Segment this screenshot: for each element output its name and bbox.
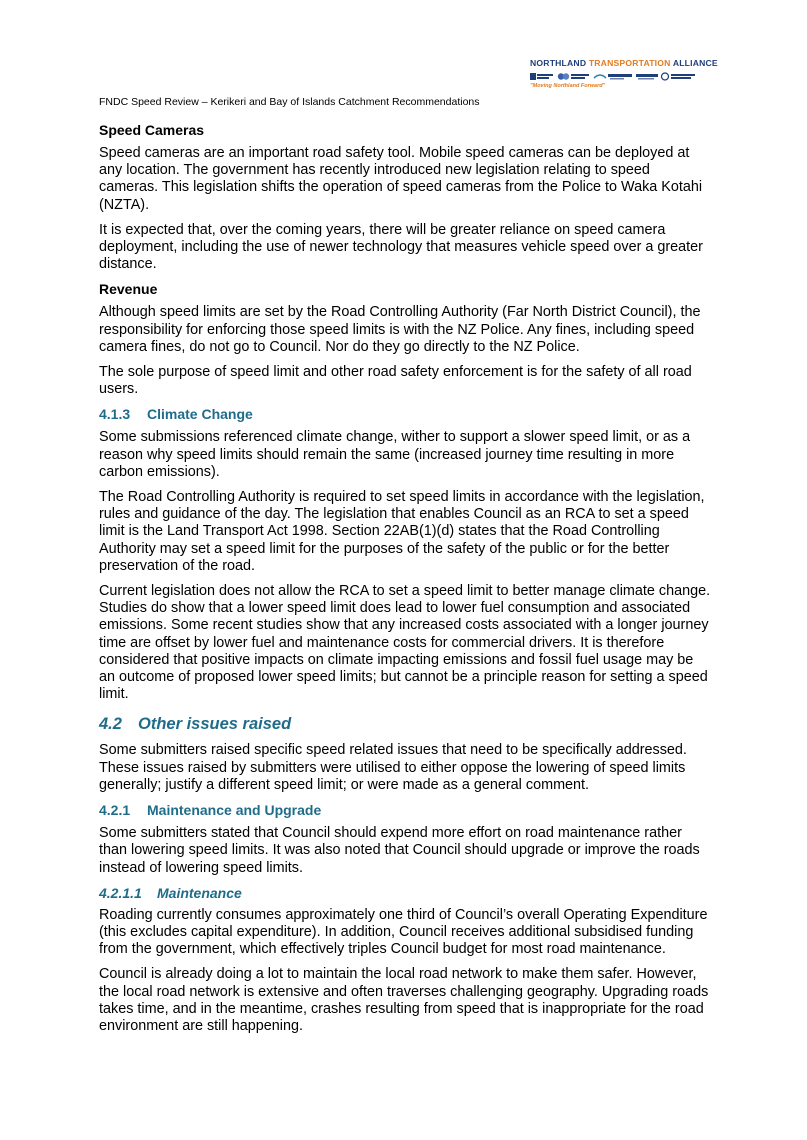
climate-paragraph-1: Some submissions referenced climate change, wither to support a slower speed limit, or as a reason why speed limits should remain the same (increased journey time resulting in more carbon emissions). [99, 429, 691, 480]
maintenance-heading [99, 885, 711, 902]
running-header: FNDC Speed Review – Kerikeri and Bay of Islands Catchment Recommendations [99, 96, 480, 108]
section-title: Maintenance and Upgrade [147, 802, 322, 819]
logo-tagline: "Moving Northland Forward" [530, 83, 606, 89]
other-issues-paragraph-1: Some submitters raised specific speed related issues that need to be specifically addressed. These issues raised by submitters were utilised to either oppose the lowering of speed limits generally; justify a different speed limit; or were made as a general comment. [99, 742, 687, 793]
revenue-heading: Revenue [99, 281, 158, 298]
climate-change-heading [99, 406, 711, 423]
section-number: 4.2.1.1 [99, 884, 142, 901]
speed-cameras-heading: Speed Cameras [99, 122, 205, 138]
section-number: 4.2.1 [99, 802, 131, 819]
maintenance-paragraph-2: Council is already doing a lot to maintain the local road network to make them safer. However, the local road network is extensive and often traverses challenging geography. Upgrading roads takes time, and in the meantime, crashes resulting from speed that is inappropriate for the road environment are still happening. [99, 966, 709, 1034]
logo-title-part2: TRANSPORTATION [588, 58, 671, 68]
logo-title-part3: ALLIANCE [670, 58, 718, 68]
revenue-paragraph-2: The sole purpose of speed limit and other road safety enforcement is for the safety of all road users. [99, 364, 692, 398]
other-issues-heading [99, 715, 711, 734]
logo-title-part1: NORTHLAND [530, 58, 589, 68]
speed-cameras-paragraph-2: It is expected that, over the coming years, there will be greater reliance on speed camera deployment, including the use of newer technology that measures vehicle speed over a greater distance. [99, 221, 703, 273]
section-number: 4.2 [99, 715, 122, 734]
document-body [99, 122, 711, 1043]
speed-cameras-paragraph-1: Speed cameras are an important road safety tool. Mobile speed cameras can be deployed at any location. The government has recently introduced new legislation relating to speed cameras. This legislation shifts the operation of speed cameras from the Police to Waka Kotahi (NZTA). [99, 145, 703, 213]
northland-transportation-alliance-logo [528, 58, 718, 94]
climate-paragraph-2: The Road Controlling Authority is required to set speed limits in accordance with the legislation, rules and guidance of the day. The legislation that enables Council as an RCA to set a speed limit is the Land Transport Act 1998. Section 22AB(1)(d) states that the Road Controlling Authority may set a speed limit for the purposes of the safety of the public or for the better preservation of the road. [99, 489, 705, 574]
climate-paragraph-3: Current legislation does not allow the RCA to set a speed limit to better manage climate change. Studies do show that a lower speed limit does lead to lower fuel consumption and associated emissions. Some recent studies show that any increased costs associated with a longer journey time are offset by lower fuel and maintenance costs for commercial drivers. It is therefore considered that positive impacts on climate impacting emissions and fossil fuel usage may be an outcome of proposed lower speed limits; but cannot be a principle reason for setting a speed limit. [99, 583, 711, 703]
section-title: Maintenance [157, 884, 242, 901]
revenue-paragraph-1: Although speed limits are set by the Road Controlling Authority (Far North District Council), the responsibility for enforcing those speed limits is with the NZ Police. Any fines, including speed camera fines, do not go to Council. Nor do they go directly to the NZ Police. [99, 304, 701, 355]
section-title: Other issues raised [138, 715, 292, 734]
logo-title [530, 58, 718, 68]
maintenance-paragraph-1: Roading currently consumes approximately one third of Council’s overall Operating Expenditure (this excludes capital expenditure). In addition, Council receives additional subsidised funding from the government, which effectively triples Council budget for most road maintenance. [99, 906, 708, 958]
partner-logos-icon [530, 72, 702, 81]
maintenance-upgrade-paragraph-1: Some submitters stated that Council should expend more effort on road maintenance rather than lowering speed limits. It was also noted that Council should upgrade or improve the roads instead of lowering speed limits. [99, 825, 700, 876]
maintenance-upgrade-heading [99, 802, 711, 819]
section-number: 4.1.3 [99, 406, 131, 423]
section-title: Climate Change [147, 406, 253, 423]
